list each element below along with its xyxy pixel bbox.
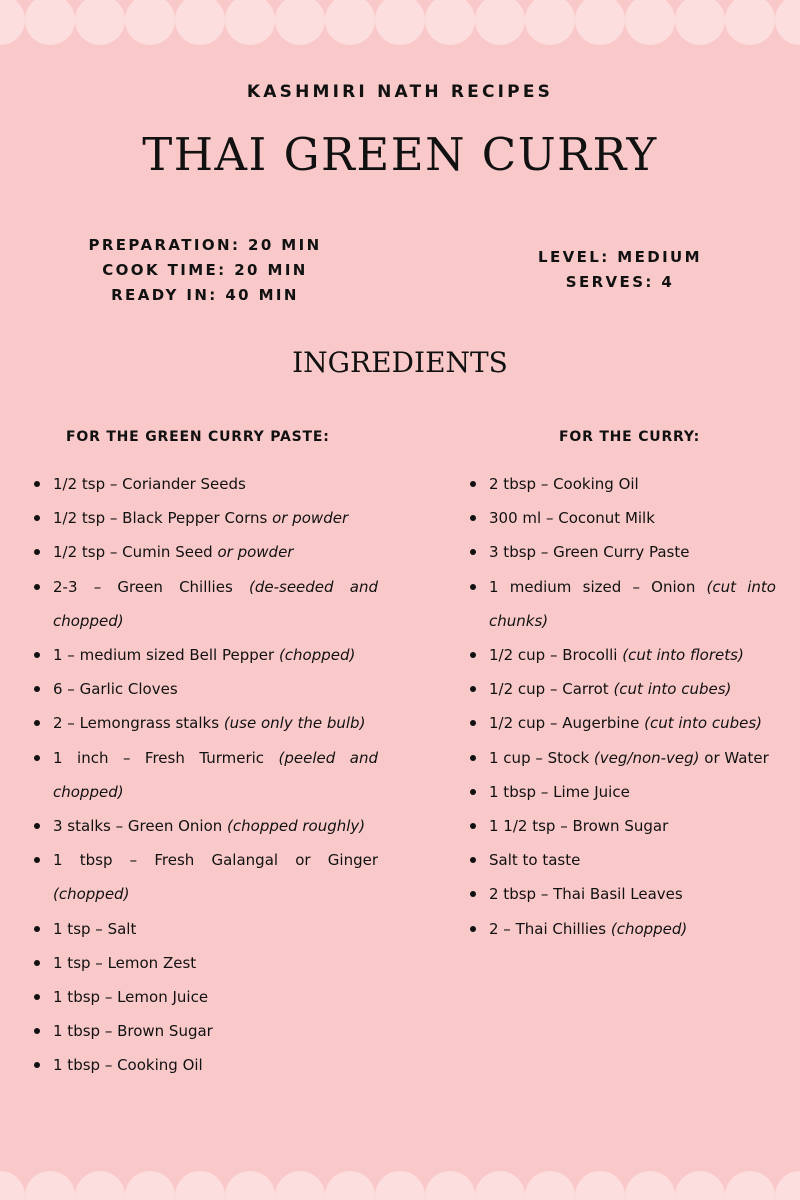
bullet-icon [470, 584, 476, 590]
list-item: 2-3 – Green Chillies (de-seeded and chopped) [30, 570, 378, 638]
scallop-shape [275, 0, 325, 45]
brand-name: KASHMIRI NATH RECIPES [246, 82, 554, 102]
bullet-icon [470, 481, 476, 487]
list-item: 1/2 cup – Augerbine (cut into cubes) [466, 706, 776, 740]
list-item: 1/2 cup – Carrot (cut into cubes) [466, 672, 776, 706]
scallop-shape [725, 0, 775, 45]
list-item: 300 ml – Coconut Milk [466, 501, 776, 535]
bullet-icon [34, 686, 40, 692]
scallop-shape [375, 1171, 425, 1200]
scallop-shape [125, 1171, 175, 1200]
list-item: 1 – medium sized Bell Pepper (chopped) [30, 638, 378, 672]
list-item: 2 – Lemongrass stalks (use only the bulb) [30, 706, 378, 740]
scallop-shape [625, 1171, 675, 1200]
bottom-scallop-border [0, 1152, 800, 1200]
scallop-shape [375, 0, 425, 45]
list-item: 1 medium sized – Onion (cut into chunks) [466, 570, 776, 638]
scallop-shape [425, 1171, 475, 1200]
scallop-shape [175, 1171, 225, 1200]
scallop-shape [225, 0, 275, 45]
scallop-shape [0, 0, 25, 45]
bullet-icon [34, 857, 40, 863]
bullet-icon [470, 891, 476, 897]
bullet-icon [470, 720, 476, 726]
list-item: 1 tbsp – Fresh Galangal or Ginger (chopped) [30, 843, 378, 911]
list-item: Salt to taste [466, 843, 776, 877]
list-item: 1 tbsp – Lemon Juice [30, 980, 378, 1014]
bullet-icon [34, 720, 40, 726]
servings: SERVES: 4 [565, 273, 675, 291]
cook-time: COOK TIME: 20 MIN [102, 261, 308, 279]
bullet-icon [34, 549, 40, 555]
timing-info [55, 233, 355, 308]
scallop-shape [0, 1171, 25, 1200]
scallop-shape [275, 1171, 325, 1200]
difficulty-level: LEVEL: MEDIUM [538, 248, 702, 266]
bullet-icon [34, 1028, 40, 1034]
scallop-shape [675, 0, 725, 45]
bullet-icon [34, 823, 40, 829]
paste-heading: FOR THE GREEN CURRY PASTE: [66, 429, 330, 445]
bullet-icon [34, 652, 40, 658]
list-item: 3 tbsp – Green Curry Paste [466, 535, 776, 569]
scallop-shape [25, 0, 75, 45]
bullet-icon [34, 481, 40, 487]
scallop-shape [175, 0, 225, 45]
scallop-shape [125, 0, 175, 45]
curry-ingredient-list [466, 467, 776, 946]
scallop-shape [525, 1171, 575, 1200]
scallop-shape [225, 1171, 275, 1200]
ready-time: READY IN: 40 MIN [111, 286, 299, 304]
bullet-icon [470, 789, 476, 795]
scallop-shape [325, 0, 375, 45]
list-item: 1 tbsp – Lime Juice [466, 775, 776, 809]
scallop-shape [25, 1171, 75, 1200]
scallop-shape [425, 0, 475, 45]
bullet-icon [470, 823, 476, 829]
list-item: 1 tbsp – Cooking Oil [30, 1048, 378, 1082]
scallop-shape [625, 0, 675, 45]
list-item: 3 stalks – Green Onion (chopped roughly) [30, 809, 378, 843]
scallop-shape [325, 1171, 375, 1200]
scallop-shape [525, 0, 575, 45]
scallop-shape [775, 1171, 800, 1200]
list-item: 1 inch – Fresh Turmeric (peeled and chopped) [30, 741, 378, 809]
scallop-shape [75, 0, 125, 45]
paste-ingredient-list [30, 467, 378, 1083]
level-serves-info [470, 245, 770, 295]
list-item: 1/2 tsp – Coriander Seeds [30, 467, 378, 501]
ingredients-heading: INGREDIENTS [292, 346, 508, 379]
bullet-icon [34, 515, 40, 521]
list-item: 2 tbsp – Cooking Oil [466, 467, 776, 501]
top-scallop-border [0, 0, 800, 48]
recipe-title: THAI GREEN CURRY [142, 128, 658, 181]
list-item: 1 1/2 tsp – Brown Sugar [466, 809, 776, 843]
list-item: 2 – Thai Chillies (chopped) [466, 912, 776, 946]
list-item: 2 tbsp – Thai Basil Leaves [466, 877, 776, 911]
list-item: 1/2 tsp – Black Pepper Corns or powder [30, 501, 378, 535]
scallop-shape [575, 0, 625, 45]
bullet-icon [470, 755, 476, 761]
bullet-icon [470, 857, 476, 863]
scallop-shape [575, 1171, 625, 1200]
scallop-shape [675, 1171, 725, 1200]
bullet-icon [34, 1062, 40, 1068]
list-item: 1 tsp – Lemon Zest [30, 946, 378, 980]
bullet-icon [470, 549, 476, 555]
bullet-icon [470, 515, 476, 521]
bullet-icon [34, 584, 40, 590]
bullet-icon [470, 686, 476, 692]
list-item: 1/2 cup – Brocolli (cut into florets) [466, 638, 776, 672]
bullet-icon [34, 755, 40, 761]
list-item: 6 – Garlic Cloves [30, 672, 378, 706]
scallop-shape [475, 1171, 525, 1200]
list-item: 1/2 tsp – Cumin Seed or powder [30, 535, 378, 569]
scallop-shape [475, 0, 525, 45]
scallop-shape [775, 0, 800, 45]
bullet-icon [34, 960, 40, 966]
bullet-icon [470, 926, 476, 932]
bullet-icon [34, 994, 40, 1000]
scallop-shape [75, 1171, 125, 1200]
bullet-icon [34, 926, 40, 932]
list-item: 1 tsp – Salt [30, 912, 378, 946]
prep-time: PREPARATION: 20 MIN [88, 236, 322, 254]
list-item: 1 cup – Stock (veg/non-veg) or Water [466, 741, 776, 775]
bullet-icon [470, 652, 476, 658]
curry-heading: FOR THE CURRY: [559, 429, 700, 445]
scallop-shape [725, 1171, 775, 1200]
list-item: 1 tbsp – Brown Sugar [30, 1014, 378, 1048]
